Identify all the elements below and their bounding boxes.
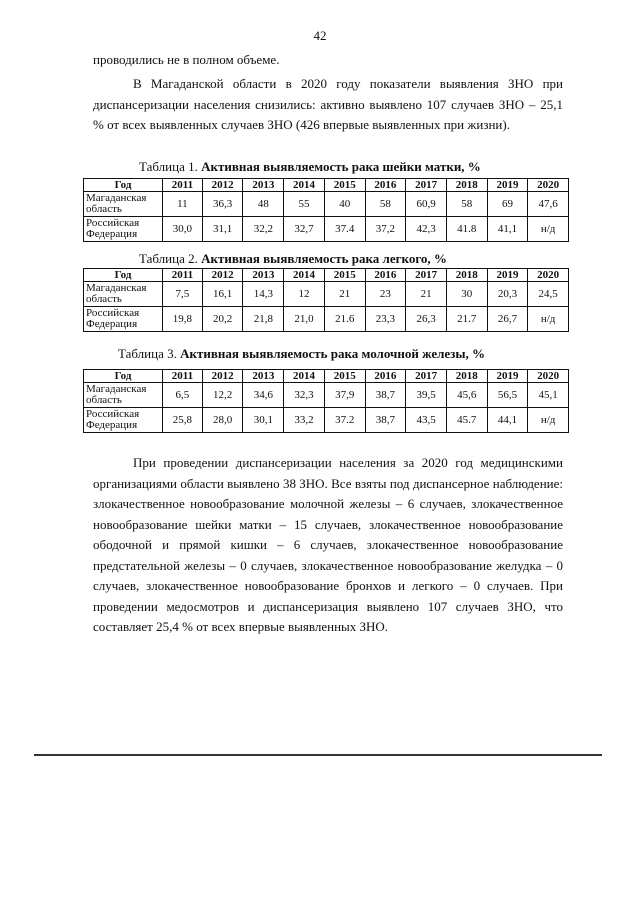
table-cell: 48 (243, 192, 284, 217)
table-2-caption-title: Активная выявляемость рака легкого, % (201, 251, 447, 266)
table-cell: 23 (365, 282, 406, 307)
table-cell: 20,2 (202, 307, 243, 332)
table-cell: 16,1 (202, 282, 243, 307)
table-cell: 30,1 (243, 408, 284, 433)
table-cell: 37,9 (324, 383, 365, 408)
table-cell: 21,8 (243, 307, 284, 332)
header-year: 2018 (446, 179, 487, 192)
table-3-caption-title: Активная выявляемость рака молочной железы, % (180, 346, 486, 361)
table-cell: 6,5 (163, 383, 203, 408)
table-cell: 41,1 (487, 217, 528, 242)
table-cell: 45.7 (446, 408, 487, 433)
table-cell: 7,5 (163, 282, 203, 307)
header-year-label: Год (84, 370, 163, 383)
table-cell: 30 (446, 282, 487, 307)
table-cell: 21.7 (446, 307, 487, 332)
table-cell: 34,6 (243, 383, 284, 408)
table-cell: 36,3 (202, 192, 243, 217)
table-cell: 43,5 (406, 408, 447, 433)
table-header-row (84, 269, 569, 282)
table-cell: 31,1 (202, 217, 243, 242)
row-region-label: Российская Федерация (84, 307, 163, 332)
table-cell: 47,6 (528, 192, 569, 217)
table-breast-cancer (83, 369, 569, 433)
table-1-caption-prefix: Таблица 1. (139, 159, 198, 174)
table-cell: 26,7 (487, 307, 528, 332)
header-year: 2020 (528, 269, 569, 282)
table-row (84, 307, 569, 332)
footer-rule (34, 754, 602, 756)
row-region-label: Магаданская область (84, 282, 163, 307)
row-region-label: Российская Федерация (84, 408, 163, 433)
table-cell: 42,3 (406, 217, 447, 242)
table-1-caption (139, 159, 481, 175)
table-cell: н/д (528, 307, 569, 332)
table-cell: 26,3 (406, 307, 447, 332)
header-year: 2020 (528, 179, 569, 192)
table-cell: 32,2 (243, 217, 284, 242)
header-year: 2017 (406, 269, 447, 282)
table-2-caption (139, 251, 447, 267)
table-cell: 21,0 (284, 307, 325, 332)
header-year: 2014 (284, 179, 325, 192)
header-year: 2019 (487, 370, 528, 383)
header-year: 2011 (163, 179, 203, 192)
header-year: 2013 (243, 269, 284, 282)
table-cell: 56,5 (487, 383, 528, 408)
header-year: 2017 (406, 370, 447, 383)
table-cell: 12 (284, 282, 325, 307)
paragraph-intro: В Магаданской области в 2020 году показатели выявления ЗНО при диспансеризации населения снизились: активно выявлено 107 случаев ЗНО – 25,1 % от всех выявленных случаев ЗНО (426 впервые выявленных при жизни). (93, 76, 563, 132)
header-year: 2020 (528, 370, 569, 383)
table-cell: 14,3 (243, 282, 284, 307)
table-cell: 37.4 (324, 217, 365, 242)
table-cell: 32,3 (284, 383, 325, 408)
table-cell: н/д (528, 408, 569, 433)
table-cell: 23,3 (365, 307, 406, 332)
table-cell: 40 (324, 192, 365, 217)
header-year: 2014 (284, 370, 325, 383)
table-cervical-cancer (83, 178, 569, 242)
header-year: 2015 (324, 179, 365, 192)
header-year: 2014 (284, 269, 325, 282)
table-3-caption-prefix: Таблица 3. (118, 346, 177, 361)
table-lung-cancer (83, 268, 569, 332)
table-cell: 12,2 (202, 383, 243, 408)
header-year: 2016 (365, 179, 406, 192)
table-cell: 20,3 (487, 282, 528, 307)
table-cell: 58 (365, 192, 406, 217)
table-cell: 25,8 (163, 408, 203, 433)
table-cell: 33,2 (284, 408, 325, 433)
table-cell: 38,7 (365, 383, 406, 408)
table-cell: н/д (528, 217, 569, 242)
header-year: 2018 (446, 370, 487, 383)
table-row (84, 282, 569, 307)
header-year: 2018 (446, 269, 487, 282)
table-cell: 44,1 (487, 408, 528, 433)
table-header-row (84, 179, 569, 192)
table-2-caption-prefix: Таблица 2. (139, 251, 198, 266)
header-year: 2019 (487, 269, 528, 282)
header-year: 2011 (163, 269, 203, 282)
table-row (84, 217, 569, 242)
header-year: 2012 (202, 269, 243, 282)
table-cell: 21.6 (324, 307, 365, 332)
header-year: 2013 (243, 370, 284, 383)
row-region-label: Магаданская область (84, 192, 163, 217)
table-row (84, 408, 569, 433)
header-year: 2015 (324, 370, 365, 383)
header-year: 2017 (406, 179, 447, 192)
table-1-caption-title: Активная выявляемость рака шейки матки, % (201, 159, 481, 174)
page-number: 42 (313, 28, 327, 43)
header-year-label: Год (84, 179, 163, 192)
table-cell: 38,7 (365, 408, 406, 433)
header-year: 2016 (365, 269, 406, 282)
header-year: 2019 (487, 179, 528, 192)
table-cell: 24,5 (528, 282, 569, 307)
table-cell: 60,9 (406, 192, 447, 217)
table-cell: 58 (446, 192, 487, 217)
header-year: 2011 (163, 370, 203, 383)
paragraph-continuation: проводились не в полном объеме. (93, 52, 280, 67)
row-region-label: Магаданская область (84, 383, 163, 408)
table-cell: 41.8 (446, 217, 487, 242)
table-cell: 45,6 (446, 383, 487, 408)
table-cell: 39,5 (406, 383, 447, 408)
header-year: 2016 (365, 370, 406, 383)
table-cell: 55 (284, 192, 325, 217)
table-3-caption (118, 346, 485, 362)
header-year: 2012 (202, 370, 243, 383)
table-cell: 30,0 (163, 217, 203, 242)
header-year: 2012 (202, 179, 243, 192)
table-row (84, 192, 569, 217)
table-cell: 21 (324, 282, 365, 307)
table-cell: 11 (163, 192, 203, 217)
header-year: 2015 (324, 269, 365, 282)
header-year-label: Год (84, 269, 163, 282)
row-region-label: Российская Федерация (84, 217, 163, 242)
table-cell: 21 (406, 282, 447, 307)
table-cell: 37.2 (324, 408, 365, 433)
paragraph-screening-results: При проведении диспансеризации населения за 2020 год медицинскими организациями области выявлено 38 ЗНО. Все взяты под диспансерное наблюдение: злокачественное новообразование молочной железы – 6 случаев, злокачественное новообразование шейки матки – 15 случаев, злокачественное новообразование ободочной и прямой кишки – 6 случаев, злокачественное новообразование предстательной железы – 0 случаев, злокачественное новообразование желудка – 0 случаев, злокачественное новообразование бронхов и легкого – 0 случаев. При проведении медосмотров и диспансеризация выявлено 107 случаев ЗНО, что составляет 25,4 % от всех впервые выявленных ЗНО. (93, 455, 563, 634)
table-cell: 28,0 (202, 408, 243, 433)
table-cell: 45,1 (528, 383, 569, 408)
table-row (84, 383, 569, 408)
header-year: 2013 (243, 179, 284, 192)
table-cell: 19,8 (163, 307, 203, 332)
table-cell: 37,2 (365, 217, 406, 242)
table-cell: 69 (487, 192, 528, 217)
table-header-row (84, 370, 569, 383)
table-cell: 32,7 (284, 217, 325, 242)
